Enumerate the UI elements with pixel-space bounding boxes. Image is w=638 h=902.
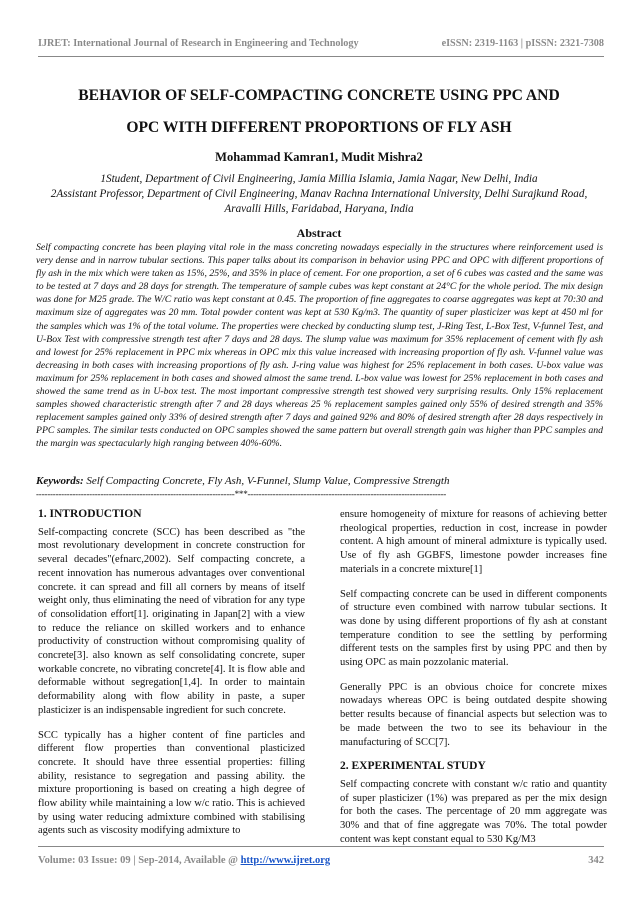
left-column [38, 508, 305, 849]
footer-volume-text: Volume: 03 Issue: 09 | Sep-2014, Available @ [38, 855, 238, 866]
abstract-text: Self compacting concrete has been playing vital role in the mass concreting nowadays especially in the structures where reinforcement used is very dense and in narrow tubular sections. This paper talks about its comparison in behavior using PPC and OPC with different proportions of fly ash in the mix which were taken as 15%, 25%, and 35% in place of cement. For one proportion, a set of 6 cubes was casted and the same was to be tested at 7 days and 28 days for strength. The temperature of sample cubes was kept constant at 24°C for the whole period. The mix design was done for M25 grade. The W/C ratio was kept constant at 0.45. The proportion of fine aggregates to coarse aggregates was kept at 70:30 and maximum size of aggregates was 20 mm. Total powder content was kept at 530 Kg/m3. The quantity of super plasticizer was kept at 450 ml for the samples which was 1% of the total volume. The properties were checked by conducting slump test, J-Ring Test, L-Box Test, V-funnel Test, and U-Box Test with compressive strength test after 7 days and 28 days. The slump value was maximum for 35% replacement of cement with fly ash and lowest for 25% replacement in PPC mix whereas in OPC mix this value increased with increasing proportion of fly ash. V-funnel value was decreasing in both cases with increasing proportions of fly ash. J-ring value was highest for 25% replacement in both cases. U-box value was maximum for 25% replacement in both cases and showed almost the same trend. L-box value was lowest for 25% replacement in both cases and showed the same trend as in U-box test. The most important compressive strength test showed very surprising results. Only 15% replacement samples showed characteristic strength after 7 and 28 days whereas 25 % replacement samples gained only 55% of desired strength and 35% replacement samples gained only 33% of desired strength after 7 days and gained 92% and 80% of desired strength after 28 days respectively in PPC samples. The similar tests conducted on OPC samples showed the same pattern but overall strength gain was higher than PPC samples and the margin was spectacularly high ranging between 40%-60%. [36, 242, 604, 450]
running-footer [38, 855, 604, 866]
running-header [38, 38, 604, 49]
title-line-2: OPC WITH DIFFERENT PROPORTIONS OF FLY ASH [126, 119, 512, 136]
right-column [340, 508, 607, 857]
journal-name: IJRET: International Journal of Research in Engineering and Technology [38, 38, 359, 49]
experimental-study-heading: 2. EXPERIMENTAL STUDY [340, 760, 486, 773]
paper-title [40, 80, 598, 144]
intro-paragraph-4: Self compacting concrete can be used in different components of structure even combined with narrow tubular sections. It was done by using different proportions of fly ash at constant temperature condition to see the settling by performing different tests on the samples first by using PPC and then by using OPC as main pozzolanic material. [340, 588, 607, 669]
intro-paragraph-3: ensure homogeneity of mixture for reasons of achieving better rheological properties, reduction in cost, increase in powder content. A high amount of mineral admixture is typically used. Use of fly ash GGBFS, limestone powder increases fine materials in a concrete mixture[1] [340, 509, 607, 575]
keywords-label: Keywords: [36, 475, 84, 487]
footer-link[interactable]: http://www.ijret.org [240, 855, 331, 866]
section-separator: -----------------------------------------------------------------------***----------------------------------------------------------------------- [36, 489, 447, 499]
introduction-heading: 1. INTRODUCTION [38, 508, 142, 520]
page-number: 342 [588, 855, 604, 866]
keywords [36, 475, 449, 487]
intro-paragraph-2: SCC typically has a higher content of fine particles and different flow properties than conventional plasticized concrete. It should have three essential properties: filling ability, resistance to segregation and passing ability. the mixture proportioning is based on creating a high degree of flow ability while maintaining a low w/c ratio. This is achieved by using water reducing admixture combined with stabilising agents such as viscosity modifying admixture to [38, 729, 305, 837]
intro-paragraph-1: Self-compacting concrete (SCC) has been described as "the most revolutionary development in concrete construction for several decades"(efnarc,2002). Self compacting concrete, a recent innovation has numerous advantages over conventional concrete. it can spread and fill all corners by means of itself weight only, thus eliminating the need of vibration for any type of consolidation effort[1]. originating in Japan[2] with a view to reduce the reliance on skilled workers and to enhance productivity of construction without compromising quality of concrete[3]. also known as self consolidating concrete, super workable concrete, no vibrating concrete[4]. It is flow able and deformable without segregation[1,4]. In order to maintain deformability along with flow ability in paste, a super plasticizer is an indispensable ingredient for such concrete. [38, 526, 305, 716]
intro-paragraph-5: Generally PPC is an obvious choice for concrete mixes nowadays whereas OPC is being outdated despite showing better results because of financial aspects but selection was to be made between the two to see its behaviour in the manufacturing of SCC[7]. [340, 681, 607, 748]
footer-rule [38, 846, 604, 847]
header-rule [38, 56, 604, 57]
footer-volume [38, 855, 330, 866]
title-line-1: BEHAVIOR OF SELF-COMPACTING CONCRETE USING PPC AND [78, 87, 560, 104]
issn: eISSN: 2319-1163 | pISSN: 2321-7308 [441, 38, 604, 49]
authors: Mohammad Kamran1, Mudit Mishra2 [215, 150, 423, 164]
experimental-paragraph-1: Self compacting concrete with constant w/c ratio and quantity of super plasticizer (1%) was prepared as per the mix design for both the cases. The percentage of 20 mm aggregate was 30% and that of fine aggregate was 70%. The total powder content was kept constant equal to 530 Kg/M3 [340, 778, 607, 845]
affiliation-1: 1Student, Department of Civil Engineering, Jamia Millia Islamia, Jamia Nagar, New Delhi, India [100, 173, 538, 185]
affiliations [40, 172, 598, 217]
affiliation-2: 2Assistant Professor, Department of Civil Engineering, Manav Rachna International University, Delhi Surajkund Road, Aravalli Hills, Faridabad, Haryana, India [50, 188, 588, 215]
keywords-text: Self Compacting Concrete, Fly Ash, V-Funnel, Slump Value, Compressive Strength [86, 475, 450, 487]
abstract-heading: Abstract [296, 226, 342, 240]
